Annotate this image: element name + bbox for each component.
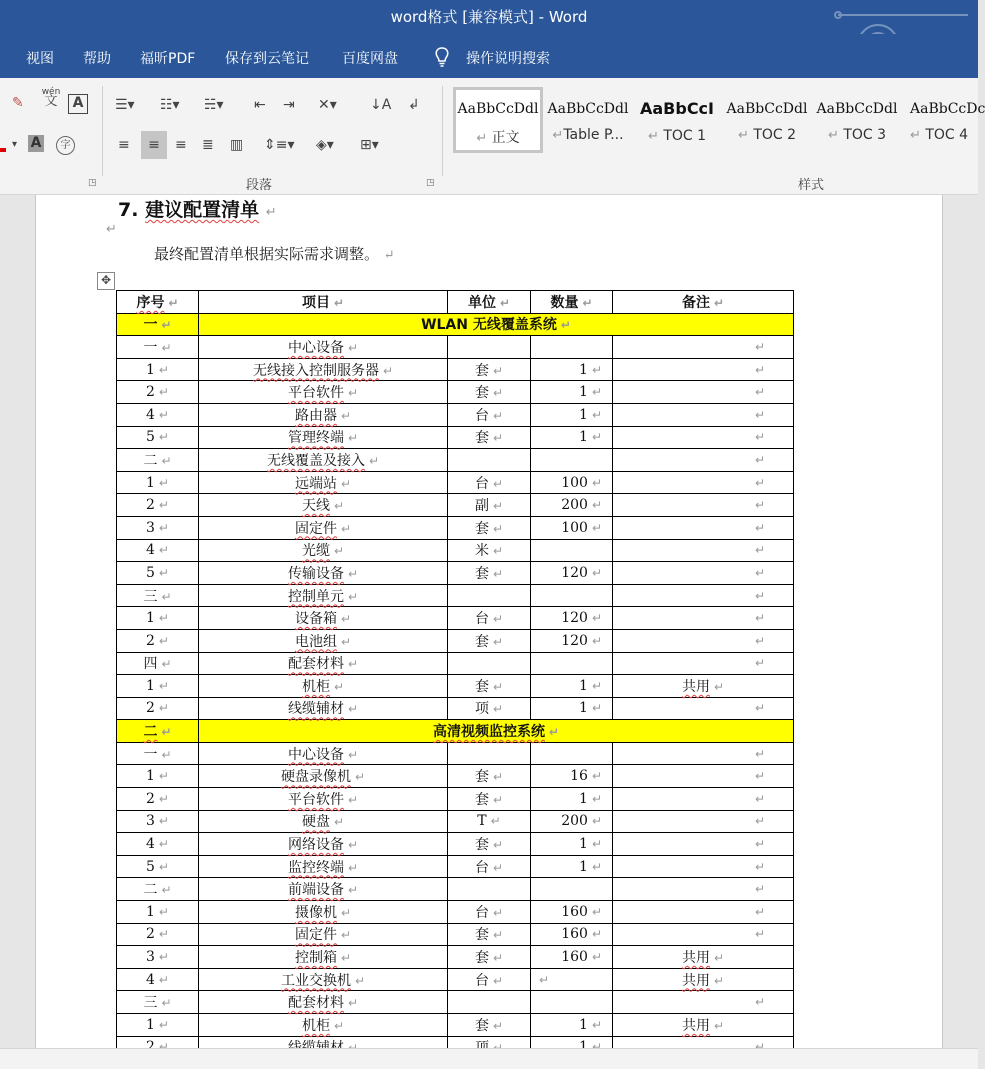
- cell-seq: 1 ↵: [117, 765, 199, 788]
- table-row: [117, 675, 794, 698]
- distributed-icon[interactable]: ▥: [230, 137, 244, 153]
- cell-qty: 120 ↵: [531, 607, 613, 630]
- cell-item: 固定件 ↵: [199, 516, 448, 539]
- cell-note: ↵: [613, 923, 794, 946]
- cell-seq: 2 ↵: [117, 697, 199, 720]
- cell-qty: 16 ↵: [531, 765, 613, 788]
- cell-item: 摄像机 ↵: [199, 901, 448, 924]
- cell-note: ↵: [613, 381, 794, 404]
- cell-unit: 套 ↵: [448, 629, 531, 652]
- font-color-dropdown-icon[interactable]: ▾: [12, 139, 18, 150]
- cell-item: 天线 ↵: [199, 494, 448, 517]
- ribbon: [0, 78, 985, 195]
- cell-note: ↵: [613, 765, 794, 788]
- character-shading-icon[interactable]: A: [28, 135, 44, 152]
- status-bar: [0, 1048, 978, 1069]
- header-note: 备注 ↵: [613, 291, 794, 314]
- cell-seq: 5 ↵: [117, 426, 199, 449]
- cell-item: 前端设备 ↵: [199, 878, 448, 901]
- cell-item: 控制单元 ↵: [199, 584, 448, 607]
- shading-icon[interactable]: ◈▾: [316, 137, 334, 153]
- style-table-paragraph[interactable]: AaBbCcDdl ↵Table P...: [545, 90, 631, 152]
- table-row: [117, 833, 794, 856]
- cell-item: 管理终端 ↵: [199, 426, 448, 449]
- table-row: [117, 562, 794, 585]
- cell-seq: 1 ↵: [117, 607, 199, 630]
- cell-note: ↵: [613, 607, 794, 630]
- cell-seq: 3 ↵: [117, 810, 199, 833]
- cell-unit: 套 ↵: [448, 516, 531, 539]
- cell-qty: [531, 991, 613, 1014]
- style-sample: AaBbCcDdl: [726, 101, 808, 117]
- justify-icon[interactable]: ≣: [202, 137, 214, 153]
- table-row: [117, 878, 794, 901]
- cell-unit: 套 ↵: [448, 833, 531, 856]
- cell-item: 中心设备 ↵: [199, 742, 448, 765]
- cell-unit: 套 ↵: [448, 765, 531, 788]
- cell-seq: 一 ↵: [117, 742, 199, 765]
- cell-item: 硬盘录像机 ↵: [199, 765, 448, 788]
- cell-item: 机柜 ↵: [199, 1014, 448, 1037]
- cell-seq: 三 ↵: [117, 991, 199, 1014]
- cell-note: ↵: [613, 901, 794, 924]
- styles-group-label: 样式: [798, 178, 825, 193]
- cell-seq: 4 ↵: [117, 403, 199, 426]
- style-sample: AaBbCcDc: [910, 101, 985, 117]
- cell-seq: 1 ↵: [117, 358, 199, 381]
- cell-unit: [448, 878, 531, 901]
- table-move-handle-icon[interactable]: ✥: [97, 272, 115, 290]
- cell-qty: 1 ↵: [531, 788, 613, 811]
- table-row: [117, 742, 794, 765]
- cell-item: 光缆 ↵: [199, 539, 448, 562]
- cell-unit: [448, 336, 531, 359]
- cell-item: 电池组 ↵: [199, 629, 448, 652]
- cell-note: ↵: [613, 629, 794, 652]
- cell-item: 硬盘 ↵: [199, 810, 448, 833]
- cell-note: ↵: [613, 449, 794, 472]
- section-seq: 二 ↵: [117, 720, 199, 743]
- chinese-layout-icon[interactable]: ✕▾: [318, 97, 337, 113]
- cell-seq: 三 ↵: [117, 584, 199, 607]
- section-title: 高清视频监控系统 ↵: [199, 720, 794, 743]
- cell-unit: 台 ↵: [448, 968, 531, 991]
- header-unit: 单位 ↵: [448, 291, 531, 314]
- cell-qty: 1 ↵: [531, 855, 613, 878]
- cell-unit: 套 ↵: [448, 923, 531, 946]
- cell-item: 网络设备 ↵: [199, 833, 448, 856]
- table-row: [117, 426, 794, 449]
- cell-qty: [531, 539, 613, 562]
- cell-seq: 4 ↵: [117, 539, 199, 562]
- cell-note: ↵: [613, 562, 794, 585]
- table-row: [117, 968, 794, 991]
- cell-note: ↵: [613, 742, 794, 765]
- cell-unit: 米 ↵: [448, 539, 531, 562]
- sort-icon[interactable]: ↓A: [370, 97, 392, 113]
- table-row: [117, 539, 794, 562]
- cell-qty: [531, 584, 613, 607]
- window-title: word格式 [兼容模式] - Word: [390, 8, 588, 26]
- heading-text: 建议配置清单: [145, 199, 260, 221]
- menu-foxit-pdf[interactable]: 福昕PDF: [140, 51, 196, 67]
- phonetic-guide-button[interactable]: [40, 87, 62, 108]
- header-item: 项目 ↵: [199, 291, 448, 314]
- cell-seq: 二 ↵: [117, 449, 199, 472]
- clear-format-icon[interactable]: ✎: [12, 95, 24, 111]
- header-seq: 序号 ↵: [117, 291, 199, 314]
- cell-note: ↵: [613, 991, 794, 1014]
- cell-unit: 台 ↵: [448, 403, 531, 426]
- cell-qty: 1 ↵: [531, 426, 613, 449]
- cell-seq: 1 ↵: [117, 1014, 199, 1037]
- cell-note: 共用 ↵: [613, 675, 794, 698]
- paragraph-dialog-launcher-icon[interactable]: ◳: [426, 178, 435, 188]
- cell-qty: 200 ↵: [531, 810, 613, 833]
- cell-seq: 四 ↵: [117, 652, 199, 675]
- table-header-row: [117, 291, 794, 314]
- cell-unit: [448, 449, 531, 472]
- cell-unit: 套 ↵: [448, 381, 531, 404]
- style-name: 正文: [491, 130, 520, 146]
- cell-unit: 套 ↵: [448, 1014, 531, 1037]
- style-normal[interactable]: AaBbCcDdl ↵ 正文: [453, 87, 543, 153]
- cell-seq: 1 ↵: [117, 675, 199, 698]
- group-separator: [102, 86, 103, 176]
- increase-indent-icon[interactable]: ⇥: [283, 97, 295, 113]
- cell-seq: 2 ↵: [117, 923, 199, 946]
- cell-qty: 160 ↵: [531, 923, 613, 946]
- phonetic-char: 文: [44, 94, 58, 109]
- cell-note: 共用 ↵: [613, 968, 794, 991]
- style-toc-1[interactable]: AaBbCcI ↵ TOC 1: [634, 90, 720, 152]
- style-sample: AaBbCcDdl: [816, 101, 898, 117]
- cell-item: 传输设备 ↵: [199, 562, 448, 585]
- cell-item: 监控终端 ↵: [199, 855, 448, 878]
- cell-seq: 5 ↵: [117, 562, 199, 585]
- table-row: [117, 788, 794, 811]
- cell-qty: 1 ↵: [531, 697, 613, 720]
- table-row: [117, 697, 794, 720]
- table-row: [117, 810, 794, 833]
- cell-seq: 2 ↵: [117, 788, 199, 811]
- table-row: [117, 358, 794, 381]
- cell-item: 中心设备 ↵: [199, 336, 448, 359]
- config-table[interactable]: [116, 290, 794, 1059]
- cell-note: 共用 ↵: [613, 946, 794, 969]
- cell-unit: 套 ↵: [448, 426, 531, 449]
- cell-note: ↵: [613, 403, 794, 426]
- cell-item: 固定件 ↵: [199, 923, 448, 946]
- cell-unit: 台 ↵: [448, 471, 531, 494]
- document-page[interactable]: [35, 195, 943, 1048]
- cell-note: ↵: [613, 584, 794, 607]
- table-row: [117, 471, 794, 494]
- header-qty: 数量 ↵: [531, 291, 613, 314]
- cell-note: ↵: [613, 358, 794, 381]
- section-title: WLAN 无线覆盖系统 ↵: [199, 313, 794, 336]
- style-name: TOC 2: [753, 127, 797, 143]
- cell-qty: 160 ↵: [531, 946, 613, 969]
- cell-unit: 套 ↵: [448, 675, 531, 698]
- menu-save-to-cloud-notes[interactable]: 保存到云笔记: [225, 51, 309, 67]
- table-row: [117, 381, 794, 404]
- cell-unit: 台 ↵: [448, 901, 531, 924]
- cell-qty: 1 ↵: [531, 1014, 613, 1037]
- menu-bar: [0, 34, 978, 78]
- align-right-icon[interactable]: ≡: [175, 137, 187, 153]
- cell-seq: 一 ↵: [117, 336, 199, 359]
- cell-unit: [448, 742, 531, 765]
- document-area[interactable]: [0, 195, 978, 1048]
- menu-view[interactable]: 视图: [26, 51, 54, 67]
- table-row: [117, 494, 794, 517]
- cell-seq: 二 ↵: [117, 878, 199, 901]
- cell-note: ↵: [613, 697, 794, 720]
- cell-unit: 套 ↵: [448, 562, 531, 585]
- paragraph-group-label: 段落: [246, 178, 273, 193]
- cell-unit: 套 ↵: [448, 788, 531, 811]
- cell-seq: 1 ↵: [117, 901, 199, 924]
- cell-item: 设备箱 ↵: [199, 607, 448, 630]
- table-row: [117, 901, 794, 924]
- cell-note: ↵: [613, 855, 794, 878]
- cell-unit: 台 ↵: [448, 855, 531, 878]
- cell-unit: [448, 991, 531, 1014]
- cell-qty: 1 ↵: [531, 358, 613, 381]
- cell-unit: 副 ↵: [448, 494, 531, 517]
- cell-note: ↵: [613, 494, 794, 517]
- enclose-characters-icon[interactable]: 字: [56, 136, 75, 155]
- cell-qty: 1 ↵: [531, 833, 613, 856]
- cell-note: ↵: [613, 788, 794, 811]
- table-row: [117, 991, 794, 1014]
- cell-seq: 2 ↵: [117, 381, 199, 404]
- align-left-icon[interactable]: ≡: [118, 137, 130, 153]
- style-name: TOC 1: [663, 128, 707, 144]
- phonetic-label: wén: [41, 87, 61, 97]
- cell-note: ↵: [613, 336, 794, 359]
- decrease-indent-icon[interactable]: ⇤: [254, 97, 266, 113]
- menu-tell-me-search[interactable]: 操作说明搜索: [466, 51, 550, 67]
- section-seq: 一 ↵: [117, 313, 199, 336]
- cell-note: ↵: [613, 810, 794, 833]
- empty-paragraph-mark: ↵: [106, 222, 117, 237]
- font-dialog-launcher-icon[interactable]: ◳: [88, 178, 97, 188]
- cell-item: 平台软件 ↵: [199, 788, 448, 811]
- style-toc-4[interactable]: AaBbCcDc ↵ TOC 4: [904, 90, 978, 152]
- cell-qty: ↵: [531, 968, 613, 991]
- table-row: [117, 855, 794, 878]
- table-row: [117, 403, 794, 426]
- cell-item: 远端站 ↵: [199, 471, 448, 494]
- cell-item: 控制箱 ↵: [199, 946, 448, 969]
- cell-qty: [531, 742, 613, 765]
- table-row: [117, 336, 794, 359]
- table-row: [117, 1014, 794, 1037]
- style-name: TOC 3: [843, 127, 887, 143]
- cell-seq: 2 ↵: [117, 494, 199, 517]
- cell-seq: 1 ↵: [117, 471, 199, 494]
- cell-qty: [531, 878, 613, 901]
- cell-unit: 台 ↵: [448, 607, 531, 630]
- section-row: [117, 720, 794, 743]
- style-name: Table P...: [563, 127, 624, 143]
- cell-qty: 1 ↵: [531, 403, 613, 426]
- cell-qty: 160 ↵: [531, 901, 613, 924]
- cell-item: 配套材料 ↵: [199, 652, 448, 675]
- note-paragraph: [154, 243, 395, 264]
- cell-note: ↵: [613, 426, 794, 449]
- menu-help[interactable]: 帮助: [83, 51, 111, 67]
- show-formatting-marks-icon[interactable]: ↲: [408, 97, 420, 113]
- cell-note: ↵: [613, 878, 794, 901]
- cell-qty: 200 ↵: [531, 494, 613, 517]
- cell-note: ↵: [613, 833, 794, 856]
- group-separator: [442, 86, 443, 176]
- style-sample: AaBbCcDdl: [547, 101, 629, 117]
- multilevel-list-icon[interactable]: ☵▾: [204, 97, 224, 113]
- cell-qty: [531, 449, 613, 472]
- numbering-icon[interactable]: ☷▾: [160, 97, 180, 113]
- table-row: [117, 652, 794, 675]
- cell-note: ↵: [613, 539, 794, 562]
- cell-unit: T ↵: [448, 810, 531, 833]
- table-row: [117, 629, 794, 652]
- cell-note: ↵: [613, 516, 794, 539]
- cell-seq: 3 ↵: [117, 946, 199, 969]
- cell-qty: 120 ↵: [531, 629, 613, 652]
- cell-unit: 套 ↵: [448, 358, 531, 381]
- cell-unit: 套 ↵: [448, 946, 531, 969]
- line-spacing-icon[interactable]: ⇕≡▾: [264, 137, 295, 153]
- cell-item: 无线接入控制服务器 ↵: [199, 358, 448, 381]
- cell-qty: 1 ↵: [531, 381, 613, 404]
- table-row: [117, 584, 794, 607]
- paragraph-mark: ↵: [383, 248, 395, 263]
- cell-item: 平台软件 ↵: [199, 381, 448, 404]
- heading-number: 7.: [118, 199, 139, 221]
- style-toc-2[interactable]: AaBbCcDdl ↵ TOC 2: [724, 90, 810, 152]
- cell-item: 线缆辅材 ↵: [199, 697, 448, 720]
- cell-item: 无线覆盖及接入 ↵: [199, 449, 448, 472]
- cell-note: ↵: [613, 471, 794, 494]
- cell-note: 共用 ↵: [613, 1014, 794, 1037]
- cell-unit: 项 ↵: [448, 697, 531, 720]
- section-heading: [118, 195, 277, 222]
- bullets-icon[interactable]: ☰▾: [115, 97, 135, 113]
- align-center-icon[interactable]: ≡: [141, 131, 167, 159]
- cell-seq: 2 ↵: [117, 629, 199, 652]
- cell-seq: 3 ↵: [117, 516, 199, 539]
- font-color-indicator: [0, 148, 6, 152]
- cell-seq: 5 ↵: [117, 855, 199, 878]
- cell-item: 配套材料 ↵: [199, 991, 448, 1014]
- style-sample: AaBbCcDdl: [457, 101, 539, 117]
- borders-icon[interactable]: ⊞▾: [360, 137, 379, 153]
- table-row: [117, 946, 794, 969]
- cell-item: 路由器 ↵: [199, 403, 448, 426]
- style-toc-3[interactable]: AaBbCcDdl ↵ TOC 3: [814, 90, 900, 152]
- cell-unit: [448, 584, 531, 607]
- cell-qty: 1 ↵: [531, 675, 613, 698]
- cell-seq: 4 ↵: [117, 833, 199, 856]
- character-border-icon[interactable]: A: [68, 94, 88, 114]
- cell-item: 机柜 ↵: [199, 675, 448, 698]
- table-row: [117, 923, 794, 946]
- menu-baidu-netdisk[interactable]: 百度网盘: [342, 51, 398, 67]
- cell-qty: 100 ↵: [531, 516, 613, 539]
- cell-item: 工业交换机 ↵: [199, 968, 448, 991]
- cell-qty: [531, 652, 613, 675]
- lightbulb-icon: [434, 47, 450, 67]
- cell-unit: [448, 652, 531, 675]
- cell-qty: [531, 336, 613, 359]
- cell-seq: 4 ↵: [117, 968, 199, 991]
- table-row: [117, 765, 794, 788]
- table-row: [117, 607, 794, 630]
- cell-qty: 120 ↵: [531, 562, 613, 585]
- note-text: 最终配置清单根据实际需求调整。: [154, 245, 380, 263]
- cell-qty: 100 ↵: [531, 471, 613, 494]
- cell-note: ↵: [613, 652, 794, 675]
- section-row: [117, 313, 794, 336]
- table-row: [117, 449, 794, 472]
- table-row: [117, 516, 794, 539]
- paragraph-mark: ↵: [265, 205, 277, 220]
- style-name: TOC 4: [925, 127, 969, 143]
- style-sample: AaBbCcI: [639, 99, 714, 118]
